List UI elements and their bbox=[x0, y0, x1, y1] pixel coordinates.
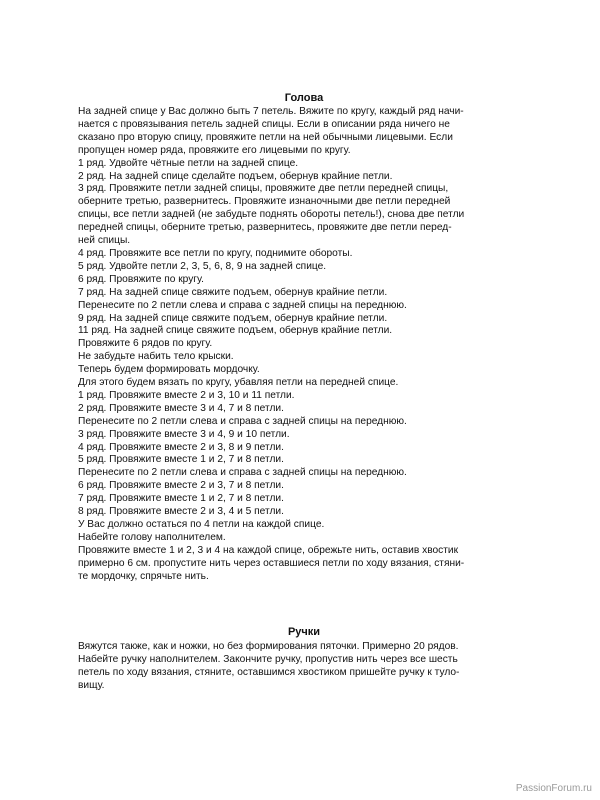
text-line: 3 ряд. Провяжите вместе 3 и 4, 9 и 10 петли. bbox=[78, 428, 290, 440]
text-line: 5 ряд. Удвойте петли 2, 3, 5, 6, 8, 9 на задней спице. bbox=[78, 260, 327, 272]
text-line: 6 ряд. Провяжите вместе 2 и 3, 7 и 8 петли. bbox=[78, 480, 284, 492]
section-title-arms: Ручки bbox=[287, 626, 321, 638]
text-line: примерно 6 см. пропустите нить через оставшиеся петли по ходу вязания, стяни- bbox=[78, 557, 465, 569]
text-line: 11 ряд. На задней спице свяжите подъем, обернув крайние петли. bbox=[78, 325, 393, 337]
text-line: Перенесите по 2 петли слева и справа с задней спицы на переднюю. bbox=[78, 467, 407, 479]
text-line: 1 ряд. Удвойте чётные петли на задней спице. bbox=[78, 157, 299, 169]
text-line: пропущен номер ряда, провяжите его лицевыми по кругу. bbox=[78, 144, 351, 156]
text-line: У Вас должно остаться по 4 петли на каждой спице. bbox=[78, 519, 325, 530]
text-line: Набейте ручку наполнителем. Закончите ручку, пропустив нить через все шесть bbox=[78, 653, 458, 665]
text-line: Для этого будем вязать по кругу, убавляя петли на передней спице. bbox=[78, 377, 399, 389]
text-line: Вяжутся также, как и ножки, но без формирования пяточки. Примерно 20 рядов. bbox=[78, 641, 459, 652]
text-line: 3 ряд. Провяжите петли задней спицы, провяжите две петли передней спицы, bbox=[78, 183, 449, 195]
text-line: Провяжите 6 рядов по кругу. bbox=[78, 338, 213, 350]
section-body-arms bbox=[78, 641, 533, 693]
text-line: оберните третью, развернитесь. Провяжите изнаночными две петли передней bbox=[78, 196, 451, 208]
text-line: Перенесите по 2 петли слева и справа с задней спицы на переднюю. bbox=[78, 415, 407, 427]
text-line: 2 ряд. Провяжите вместе 3 и 4, 7 и 8 петли. bbox=[78, 402, 284, 414]
text-line: вищу. bbox=[78, 679, 105, 691]
text-line: сказано про вторую спицу, провяжите петли на ней обычными лицевыми. Если bbox=[78, 131, 453, 143]
text-line: 4 ряд. Провяжите вместе 2 и 3, 8 и 9 петли. bbox=[78, 441, 284, 453]
watermark: PassionForum.ru bbox=[515, 783, 592, 794]
text-line: Перенесите по 2 петли слева и справа с задней спицы на переднюю. bbox=[78, 299, 407, 311]
text-line: спицы, все петли задней (не забудьте поднять обороты петель!), снова две петли bbox=[78, 209, 465, 221]
text-line: 8 ряд. Провяжите вместе 2 и 3, 4 и 5 петли. bbox=[78, 506, 284, 518]
text-line: 7 ряд. На задней спице свяжите подъем, обернув крайние петли. bbox=[78, 286, 388, 298]
section-body-head bbox=[78, 106, 533, 584]
text-line: 4 ряд. Провяжите все петли по кругу, поднимите обороты. bbox=[78, 247, 353, 259]
text-line: Набейте голову наполнителем. bbox=[78, 531, 226, 543]
text-line: 5 ряд. Провяжите вместе 1 и 2, 7 и 8 петли. bbox=[78, 454, 284, 466]
text-line: петель по ходу вязания, стяните, оставшимся хвостиком пришейте ручку к туло- bbox=[78, 666, 460, 678]
text-line: те мордочку, спрячьте нить. bbox=[78, 570, 209, 582]
text-line: 9 ряд. На задней спице свяжите подъем, обернув крайние петли. bbox=[78, 312, 388, 324]
text-line: 6 ряд. Провяжите по кругу. bbox=[78, 273, 204, 285]
text-line: Провяжите вместе 1 и 2, 3 и 4 на каждой спице, обрежьте нить, оставив хвостик bbox=[78, 544, 459, 556]
text-line: передней спицы, оберните третью, развернитесь, провяжите две петли перед- bbox=[78, 222, 452, 234]
text-line: 7 ряд. Провяжите вместе 1 и 2, 7 и 8 петли. bbox=[78, 493, 284, 505]
text-line: 1 ряд. Провяжите вместе 2 и 3, 10 и 11 петли. bbox=[78, 389, 295, 401]
text-line: Теперь будем формировать мордочку. bbox=[78, 364, 260, 376]
text-line: нается с провязывания петель задней спицы. Если в описании ряда ничего не bbox=[78, 118, 450, 130]
text-line: 2 ряд. На задней спице сделайте подъем, обернув крайние петли. bbox=[78, 170, 393, 182]
section-title-head: Голова bbox=[284, 92, 324, 104]
text-line: Не забудьте набить тело крыски. bbox=[78, 351, 234, 363]
text-line: ней спицы. bbox=[78, 235, 131, 247]
text-line: На задней спице у Вас должно быть 7 петель. Вяжите по кругу, каждый ряд начи- bbox=[78, 106, 464, 117]
